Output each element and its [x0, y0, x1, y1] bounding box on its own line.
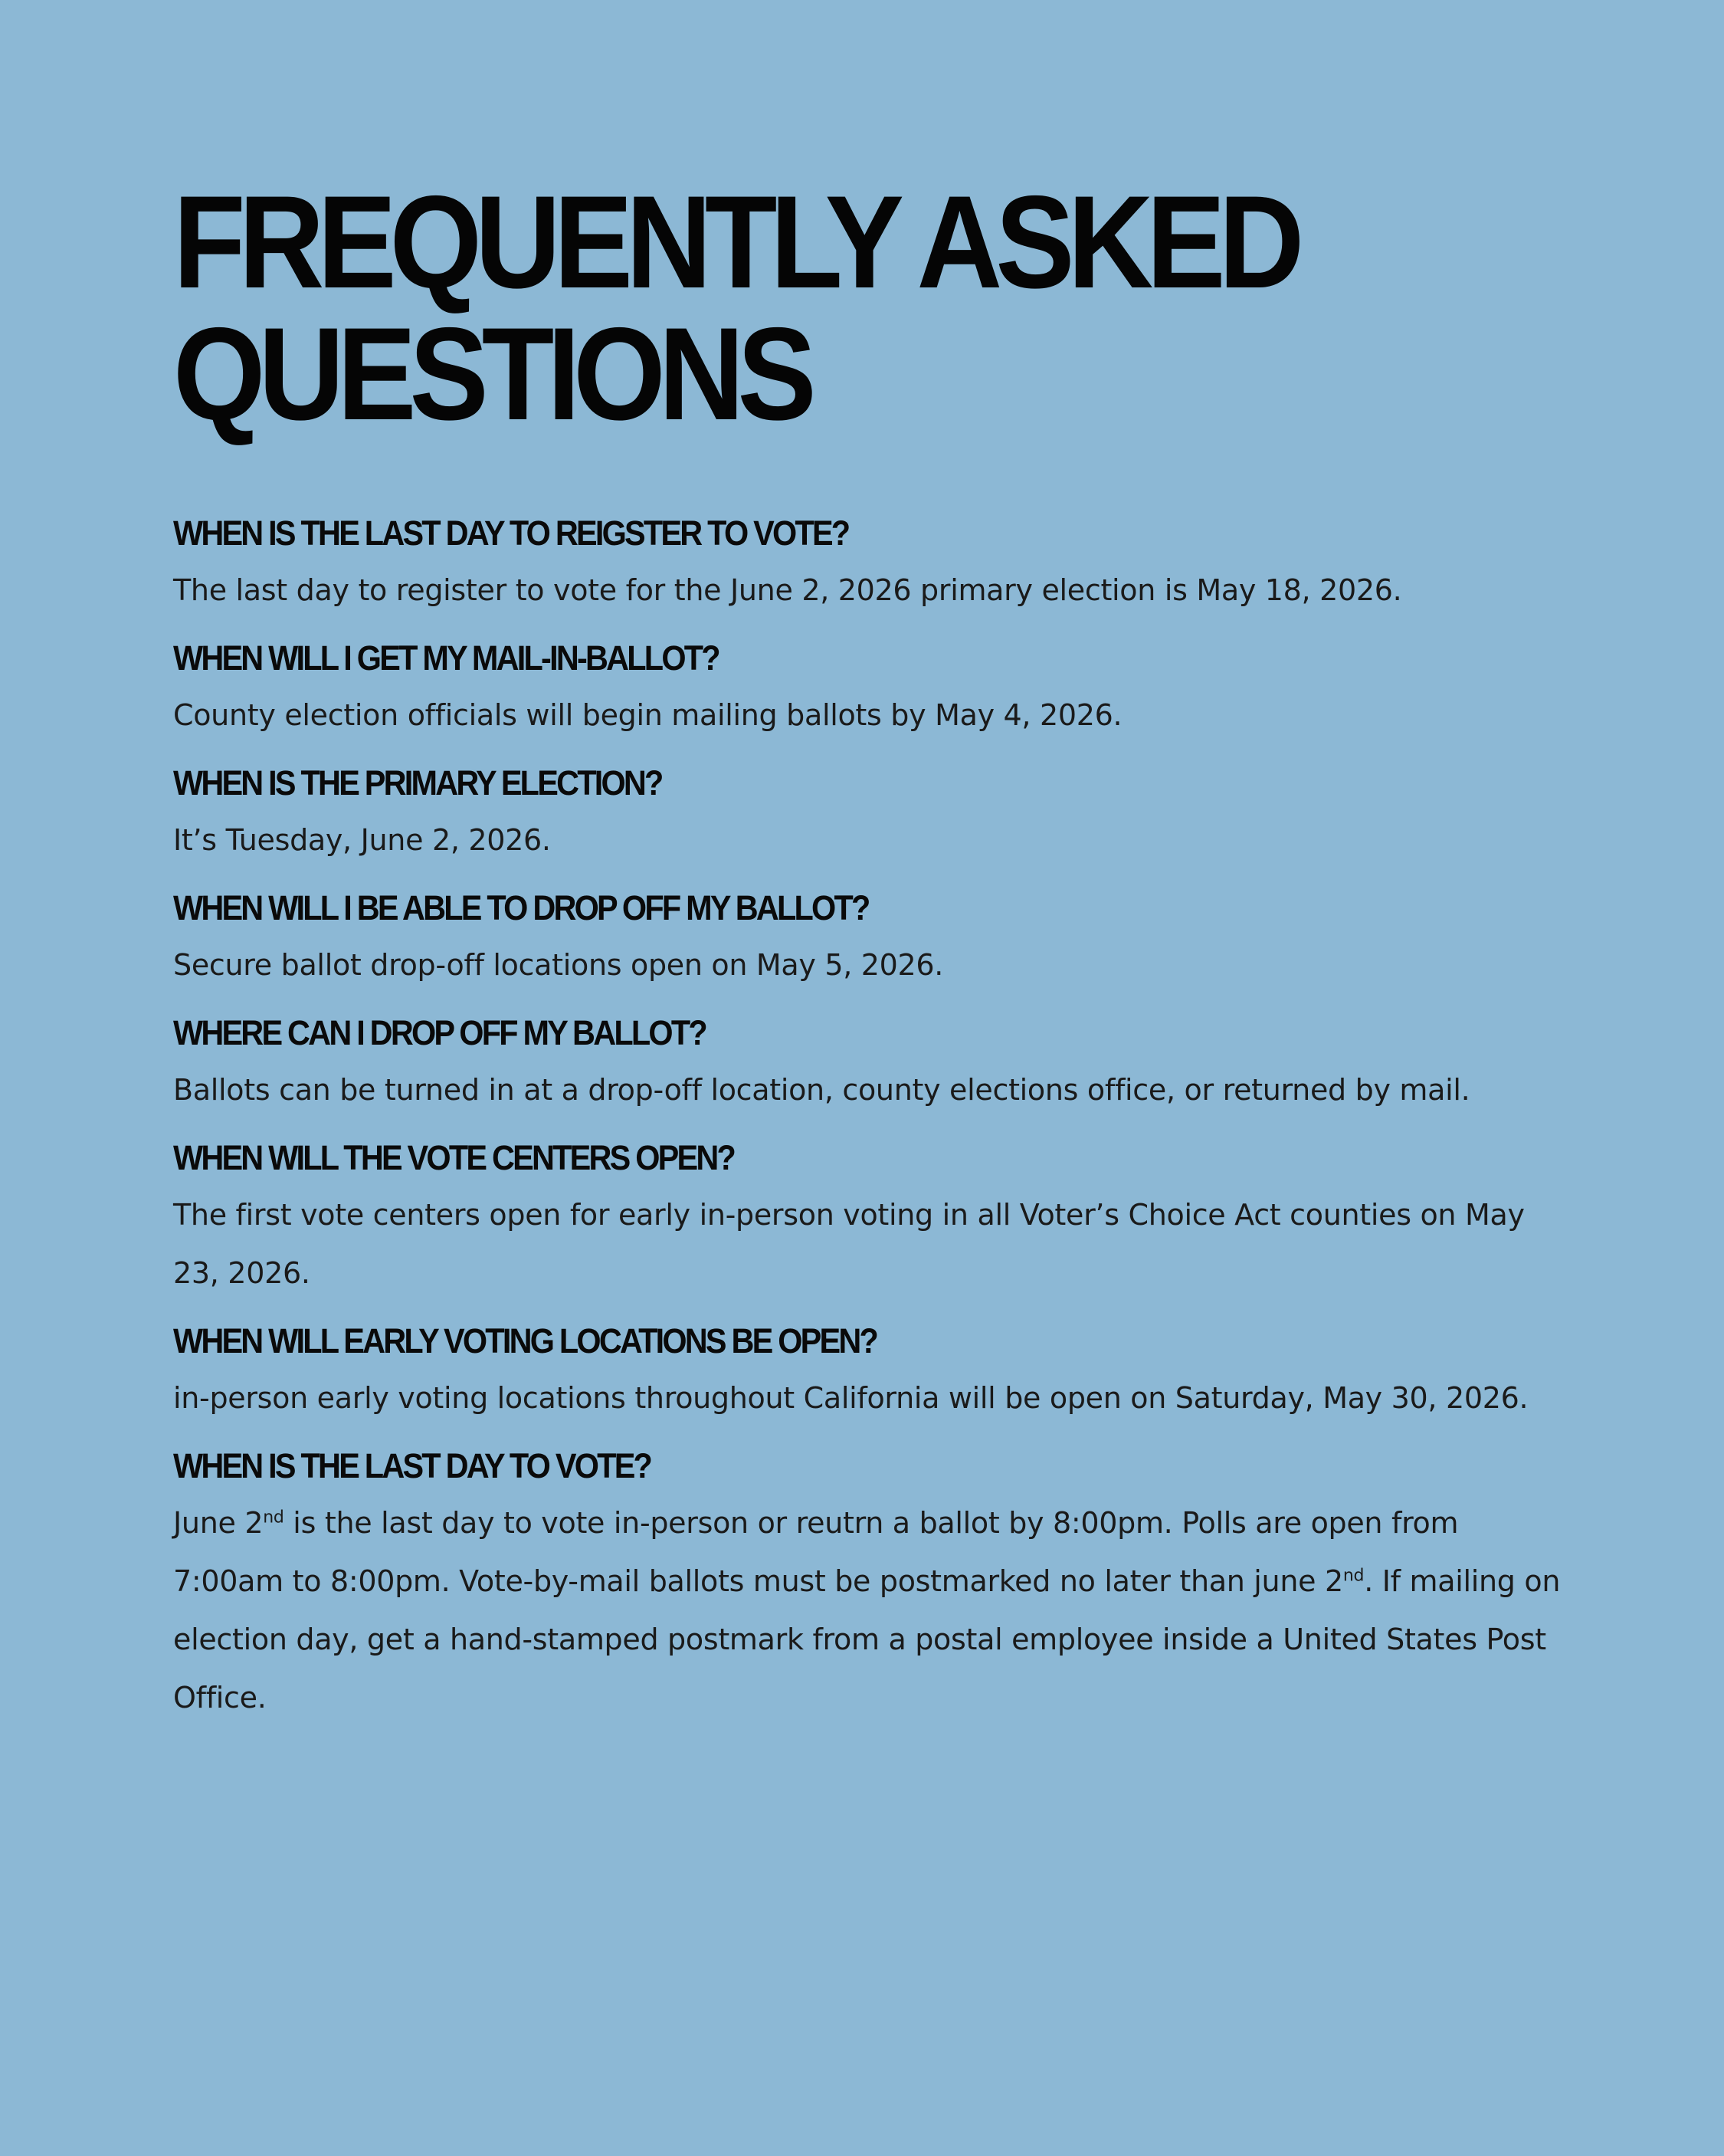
faq-answer: Ballots can be turned in at a drop-off location, county elections office, or returned by mail. [173, 1073, 1470, 1107]
faq-answer: Secure ballot drop-off locations open on May 5, 2026. [173, 948, 944, 982]
page-title-line-1: FREQUENTLY ASKED [173, 169, 1298, 316]
faq-answer [173, 1494, 1568, 1727]
ordinal-suffix: nd [1342, 1566, 1365, 1586]
faq-answer: The last day to register to vote for the June 2, 2026 primary election is May 18, 2026. [173, 573, 1402, 607]
faq-question: WHEN IS THE LAST DAY TO REIGSTER TO VOTE? [173, 514, 849, 553]
faq-item [173, 631, 1568, 744]
faq-list [173, 506, 1568, 1738]
faq-question: WHEN WILL EARLY VOTING LOCATIONS BE OPEN? [173, 1321, 877, 1360]
faq-question: WHEN WILL I GET MY MAIL-IN-BALLOT? [173, 638, 719, 678]
faq-question: WHEN IS THE LAST DAY TO VOTE? [173, 1446, 651, 1485]
faq-item [173, 881, 1568, 994]
faq-question: WHEN WILL I BE ABLE TO DROP OFF MY BALLOT? [173, 888, 869, 927]
faq-answer: It’s Tuesday, June 2, 2026. [173, 823, 551, 857]
faq-item [173, 1131, 1568, 1302]
faq-item [173, 1314, 1568, 1427]
faq-question: WHEN WILL THE VOTE CENTERS OPEN? [173, 1138, 735, 1177]
answer-text: June 2 [173, 1506, 264, 1540]
faq-question: WHEN IS THE PRIMARY ELECTION? [173, 763, 662, 802]
faq-item [173, 506, 1568, 619]
faq-item [173, 756, 1568, 869]
answer-text: is the last day to vote in-person or reutrn a ballot by 8:00pm. Polls are open from 7:00am to 8:00pm. Vote-by-mail ballots must be postmarked no later than june 2 [173, 1506, 1459, 1598]
answer-text: . If mailing on election day, get a hand-stamped postmark from a postal employee inside a United States Post Office. [173, 1564, 1561, 1715]
page-title [173, 169, 1483, 448]
faq-question: WHERE CAN I DROP OFF MY BALLOT? [173, 1013, 706, 1052]
faq-item [173, 1006, 1568, 1119]
faq-item [173, 1439, 1568, 1727]
ordinal-suffix: nd [263, 1508, 284, 1528]
faq-answer: County election officials will begin mailing ballots by May 4, 2026. [173, 698, 1123, 732]
faq-answer: in-person early voting locations throughout California will be open on Saturday, May 30, 2026. [173, 1381, 1529, 1415]
page-title-line-2: QUESTIONS [173, 300, 810, 448]
faq-answer: The first vote centers open for early in-person voting in all Voter’s Choice Act counties on May 23, 2026. [173, 1198, 1525, 1290]
page-content [173, 169, 1568, 1715]
